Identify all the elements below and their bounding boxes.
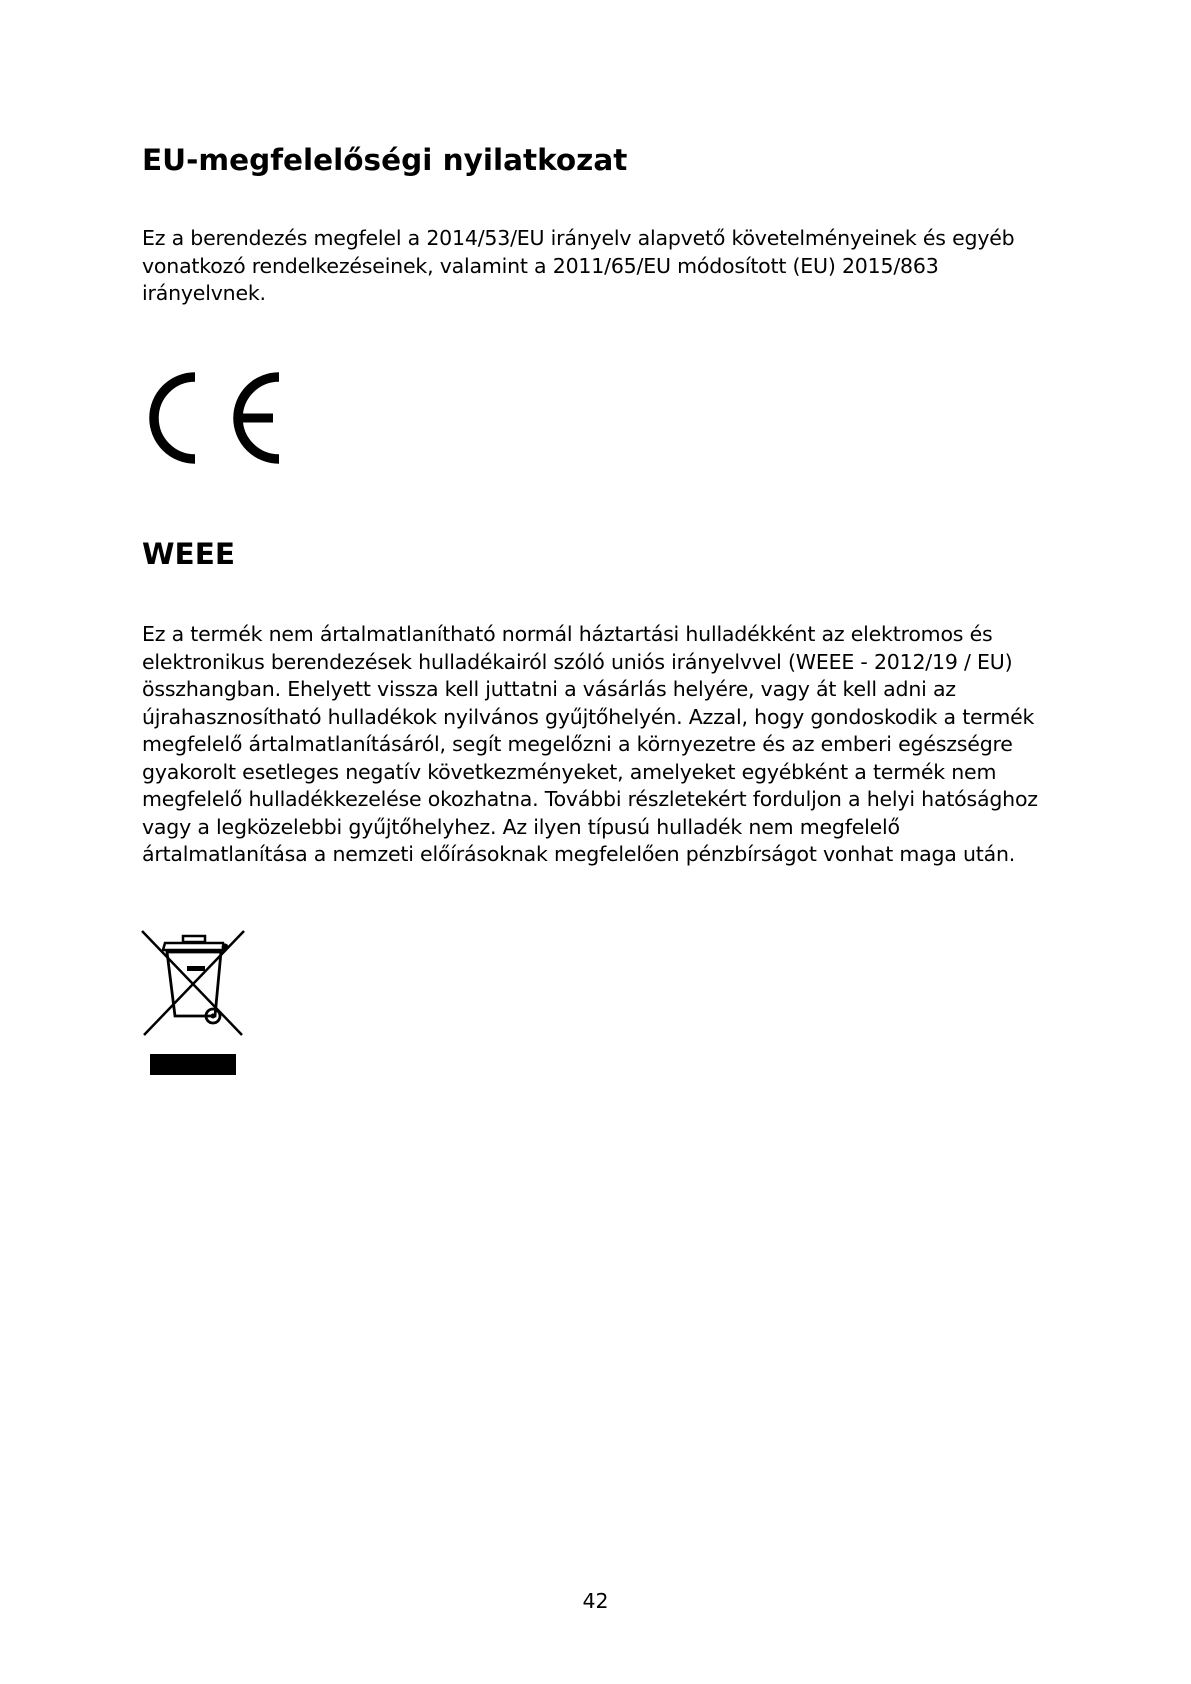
- weee-text: [142, 621, 1042, 869]
- text-line: megfelelő hulladékkezelése okozhatna. További részletekért forduljon a helyi hatósághoz: [142, 787, 1038, 811]
- text-line: vagy a legközelebbi gyűjtőhelyhez. Az ilyen típusú hulladék nem megfelelő: [142, 814, 900, 839]
- text-line: irányelvnek.: [142, 281, 266, 305]
- text-line: Ez a berendezés megfelel a 2014/53/EU irányelv alapvető követelményeinek és egyéb: [142, 226, 1015, 250]
- weee-solid-bar: [150, 1054, 236, 1075]
- weee-title: WEEE: [142, 537, 235, 571]
- text-line: gyakorolt esetleges negatív következményeket, amelyeket egyébként a termék nem: [142, 759, 997, 784]
- text-line: újrahasznosítható hulladékok nyilvános gyűjtőhelyén. Azzal, hogy gondoskodik a termék: [142, 704, 1035, 729]
- ce-mark-icon: [139, 367, 283, 469]
- eu-declaration-text: [142, 225, 1042, 308]
- text-line: megfelelő ártalmatlanításáról, segít megelőzni a környezetre és az emberi egészségre: [142, 732, 1013, 756]
- text-line: elektronikus berendezések hulladékairól szóló uniós irányelvvel (WEEE - 2012/19 / EU): [142, 649, 1013, 674]
- text-line: ártalmatlanítása a nemzeti előírásoknak megfelelően pénzbírságot vonhat maga után.: [142, 842, 1016, 866]
- text-line: Ez a termék nem ártalmatlanítható normál háztartási hulladékként az elektromos és: [142, 622, 993, 646]
- crossed-out-wheelie-bin-icon: [139, 928, 247, 1038]
- eu-declaration-title: EU-megfelelőségi nyilatkozat: [142, 143, 628, 177]
- text-line: vonatkozó rendelkezéseinek, valamint a 2011/65/EU módosított (EU) 2015/863: [142, 253, 939, 278]
- text-line: összhangban. Ehelyett vissza kell juttatni a vásárlás helyére, vagy át kell adni az: [142, 677, 956, 701]
- page-number: 42: [582, 1589, 609, 1613]
